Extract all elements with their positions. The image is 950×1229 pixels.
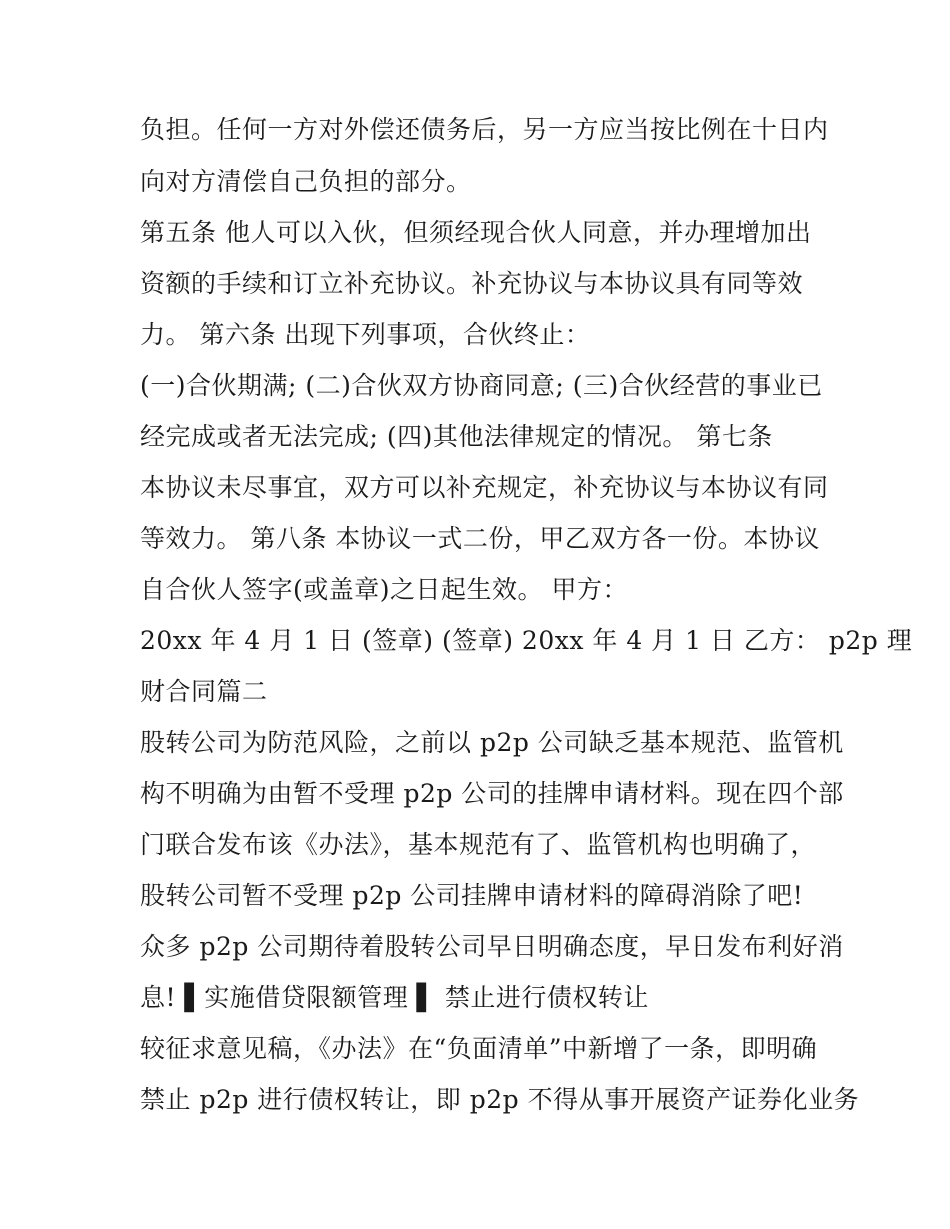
- text-line: (一)合伙期满; (二)合伙双方协商同意; (三)合伙经营的事业已: [140, 371, 823, 400]
- text-line: 力。 第六条 出现下列事项，合伙终止：: [140, 320, 591, 349]
- text-line: 负担。任何一方对外偿还债务后，另一方应当按比例在十日内: [140, 115, 829, 144]
- text-line: 门联合发布该《办法》，基本规范有了、监管机构也明确了，: [140, 830, 817, 859]
- text-line: 资额的手续和订立补充协议。补充协议与本协议具有同等效: [140, 269, 804, 298]
- text-line: 第五条 他人可以入伙，但须经现合伙人同意，并办理增加出: [140, 218, 812, 247]
- text-line: 构不明确为由暂不受理 p2p 公司的挂牌申请材料。现在四个部: [140, 779, 844, 808]
- text-line: 经完成或者无法完成; (四)其他法律规定的情况。 第七条: [140, 422, 773, 451]
- text-line: 财合同篇二: [140, 677, 268, 706]
- text-line: 等效力。 第八条 本协议一式二份，甲乙双方各一份。本协议: [140, 524, 820, 553]
- text-line: 自合伙人签字(或盖章)之日起生效。 甲方：: [140, 575, 628, 604]
- text-line: 息! ▌实施借贷限额管理 ▌ 禁止进行债权转让: [140, 983, 649, 1012]
- text-line: 较征求意见稿，《办法》在“负面清单”中新增了一条，即明确: [140, 1034, 818, 1063]
- text-line: 禁止 p2p 进行债权转让，即 p2p 不得从事开展资产证券化业务: [140, 1085, 860, 1114]
- text-line: 向对方清偿自己负担的部分。: [140, 167, 472, 196]
- text-line: 本协议未尽事宜，双方可以补充规定，补充协议与本协议有同: [140, 473, 829, 502]
- text-line: 众多 p2p 公司期待着股转公司早日明确态度，早日发布利好消: [140, 932, 844, 961]
- text-line: 股转公司为防范风险，之前以 p2p 公司缺乏基本规范、监管机: [140, 728, 844, 757]
- text-line: 20xx 年 4 月 1 日 (签章) (签章) 20xx 年 4 月 1 日 乙方： p2p 理: [140, 626, 913, 655]
- text-line: 股转公司暂不受理 p2p 公司挂牌申请材料的障碍消除了吧!: [140, 881, 804, 910]
